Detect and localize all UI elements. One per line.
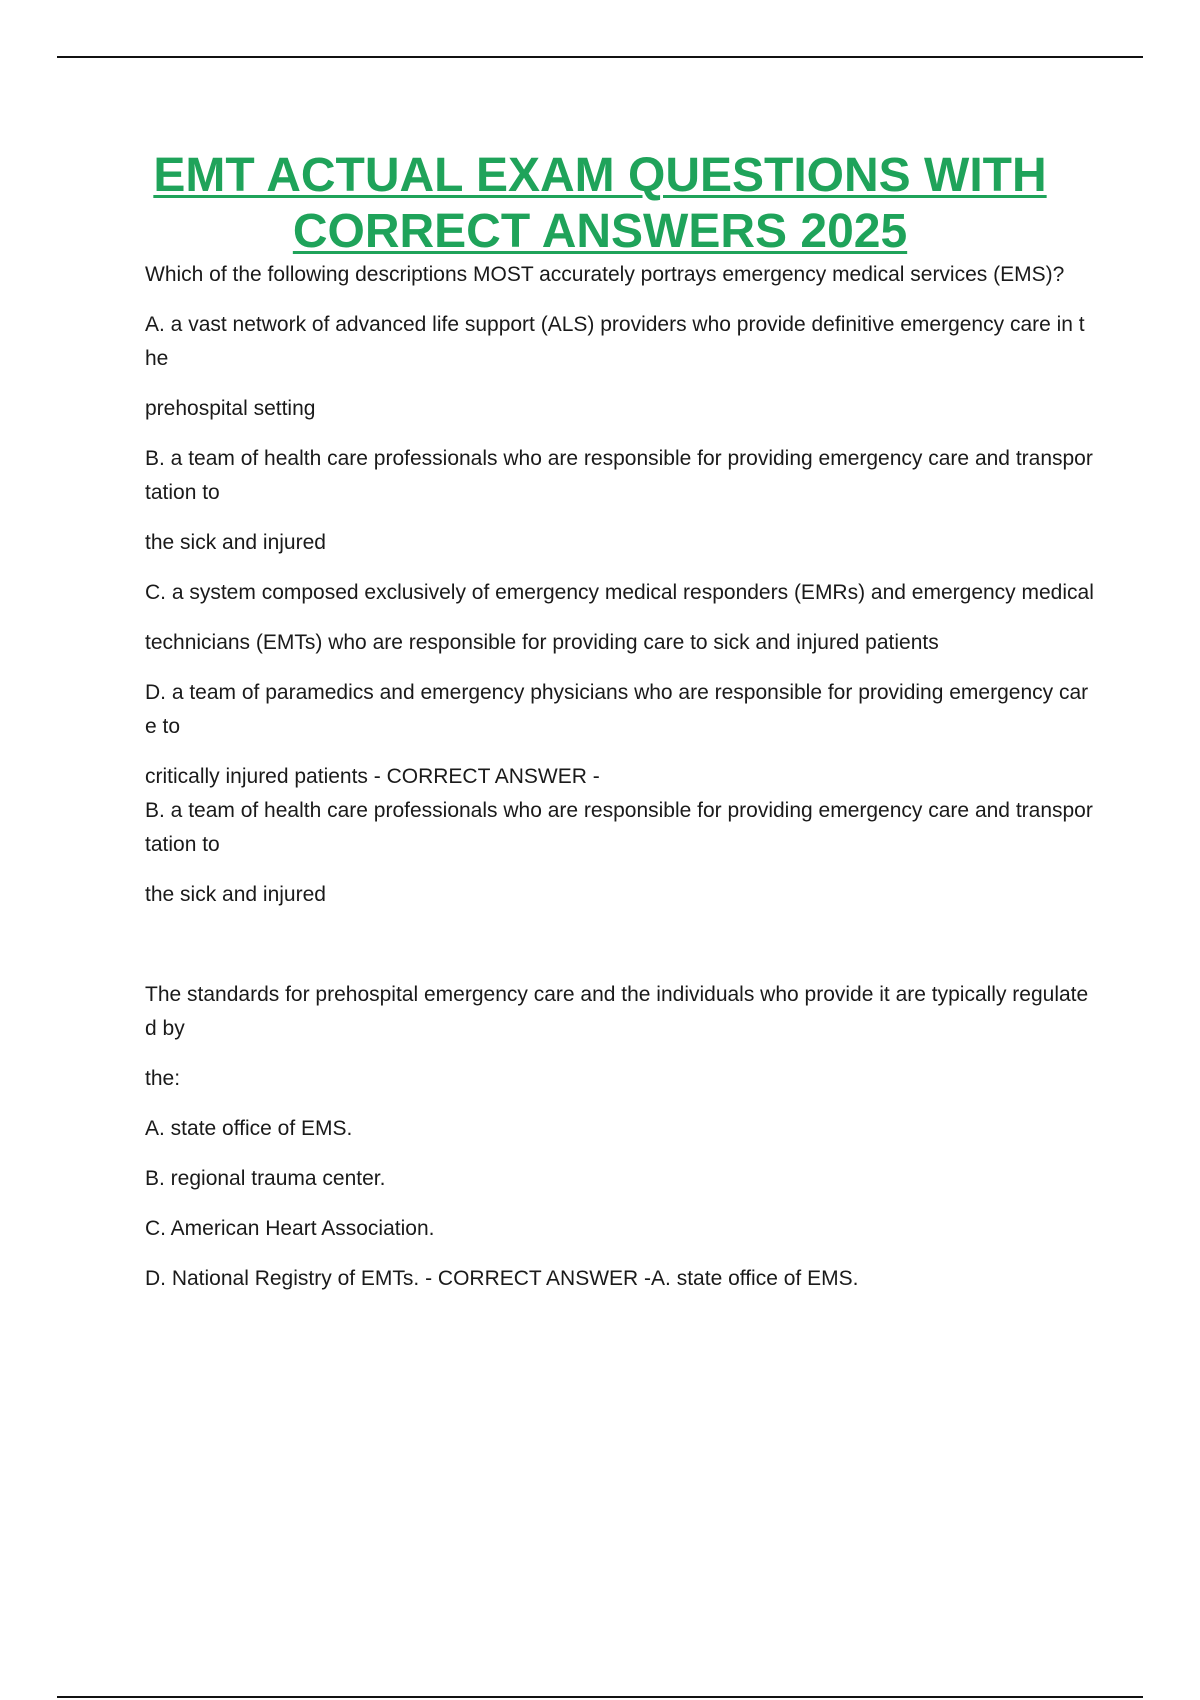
- q1-option-d-cont: critically injured patients - CORRECT ANSWER -: [145, 765, 600, 788]
- title-line-1: EMT ACTUAL EXAM QUESTIONS WITH: [153, 149, 1047, 202]
- q2-option-c: C. American Heart Association.: [145, 1217, 435, 1240]
- q1-option-b-cont: the sick and injured: [145, 531, 326, 554]
- q2-option-d-answer: D. National Registry of EMTs. - CORRECT ANSWER -A. state office of EMS.: [145, 1267, 859, 1290]
- q2-question-cont: the:: [145, 1067, 181, 1090]
- document-body: [145, 258, 1095, 1312]
- q1-option-b: B. a team of health care professionals who are responsible for providing emergency care and transportation to: [145, 447, 1093, 504]
- bottom-rule: [57, 1696, 1143, 1698]
- question-spacer: [145, 928, 1095, 978]
- q1-option-d: D. a team of paramedics and emergency physicians who are responsible for providing emergency care to: [145, 681, 1089, 738]
- q2-question: The standards for prehospital emergency care and the individuals who provide it are typically regulated by: [145, 983, 1089, 1040]
- q2-option-b: B. regional trauma center.: [145, 1167, 386, 1190]
- page-title: [57, 148, 1143, 260]
- q1-answer: B. a team of health care professionals who are responsible for providing emergency care and transportation to: [145, 799, 1093, 856]
- q1-option-c-cont: technicians (EMTs) who are responsible for providing care to sick and injured patients: [145, 631, 939, 654]
- q1-answer-cont: the sick and injured: [145, 883, 326, 906]
- q2-option-a: A. state office of EMS.: [145, 1117, 353, 1140]
- top-rule: [57, 56, 1143, 58]
- q1-option-c: C. a system composed exclusively of emergency medical responders (EMRs) and emergency medical: [145, 581, 1094, 604]
- q1-question: Which of the following descriptions MOST accurately portrays emergency medical services (EMS)?: [145, 263, 1065, 286]
- q1-option-a-cont: prehospital setting: [145, 397, 316, 420]
- q1-option-a: A. a vast network of advanced life support (ALS) providers who provide definitive emergency care in the: [145, 313, 1085, 370]
- title-line-2: CORRECT ANSWERS 2025: [292, 205, 908, 258]
